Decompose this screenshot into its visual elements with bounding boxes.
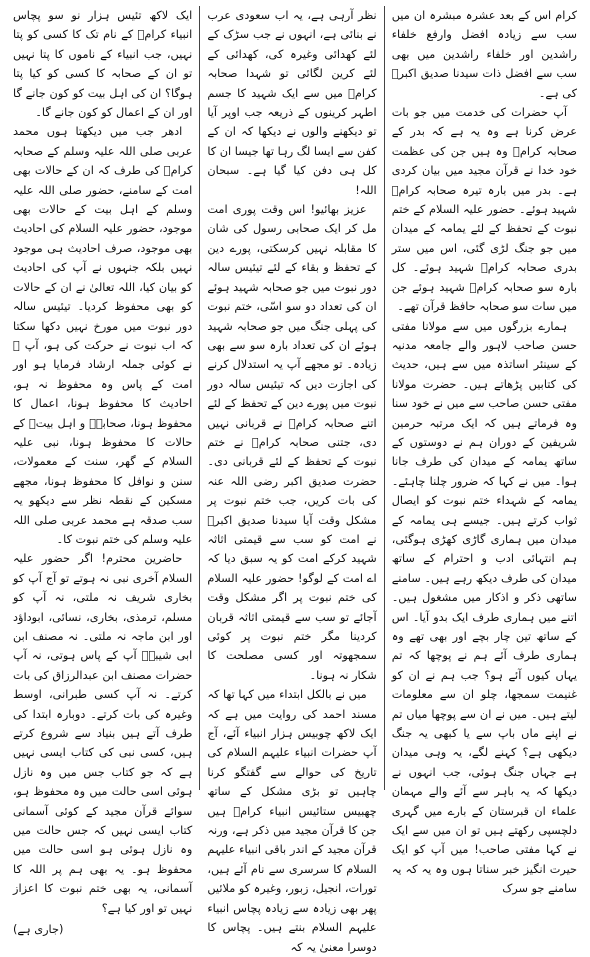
paragraph: ادھر جب میں دیکھتا ہوں محمد عربی صلی اللہ علیہ وسلم کے صحابہ کرامؓ کی طرف کہ ان کے حالات بھی امت کے سامنے، حضور صلی اللہ علیہ وسلم کے اہل بیت کے حالات بھی موجود، حضور علیہ السلام کی احادیث بھی موجود، صرف احادیث ہی موجود نہیں بلکہ جنہوں نے آپ کی احادیث کو بیان کیا، اللہ تعالیٰ نے ان کے حالات کو بھی محفوظ کردیا۔ تیئیس سالہ دور نبوت میں مورخ نہیں دکھا سکتا کہ اب نبوت نے حرکت کی ہو، آپ ﷺ نے کوئی جملہ ارشاد فرمایا ہو اور امت کے پاس وہ محفوظ نہ ہو، احادیث کا محفوظ ہونا، اعمال کا محفوظ ہونا، صحابہؓ و اہل بیتؓ کے حالات کا محفوظ ہونا، نبی علیہ السلام کے گھر، سنت کے معمولات، سنن و نوافل کا محفوظ ہونا، مجھے مسکین کے نقطہ نظر سے دیکھو یہ سب صدقہ ہے محمد عربی صلی اللہ علیہ وسلم کی ختم نبوت کا۔ [13,125,193,546]
paragraph: آپ حضرات کی خدمت میں جو بات عرض کرنا ہے وہ یہ ہے کہ بدر کے صحابہ کرامؓ وہ ہیں جن کی عظمت خود خدا نے قرآن مجید میں بیان کردی ہے۔ بدر میں بارہ تیرہ صحابہ کرامؓ شہید ہوئے۔ حضور علیہ السلام کے ختم نبوت کے تحفظ کے لئے یمامہ کے میدان میں جو جنگ لڑی گئی، اس میں ستر بدری صحابہ کرامؓ شہید ہوئے۔ کل بارہ سو صحابہ کرامؓ شہید ہوئے جن میں سات سو صحابہ حافظ قرآن تھے۔ [391,106,577,314]
paragraph: ہمارے بزرگوں میں سے مولانا مفتی حسن صاحب لاہور والے جامعہ مدنیہ کے سینئر اساتذہ میں سے ہیں، حدیث کی کتابیں پڑھاتے ہیں۔ حضرت مولانا مفتی حسن صاحب سے میں نے خود سنا وہ فرماتے ہیں کہ ایک مرتبہ حرمین شریفین کے دوران ہم نے دوستوں کے ساتھ یمامہ کے میدان کی طرف جانا ہوا۔ میں نے کہا کہ ضرور چلنا چاہئے۔ یمامہ کے شہداء ختم نبوت کو ایصال ثواب کرتے ہیں۔ جیسے ہی یمامہ کے میدان میں ہماری گاڑی کھڑی ہوگئی، ہم انتہائی ادب و احترام کے ساتھ میدان کی طرف دیکھ رہے ہیں۔ سامنے ساتھی ذکر و اذکار میں مشغول ہیں۔ اتنے میں ہماری طرف ایک بدو آیا۔ اس کے ساتھ تین چار بچے اور بھی تھے وہ ہماری طرف آئے ہم نے پوچھا کہ تم یہاں کیوں آئے ہو؟ جب ہم نے ان کو غنیمت سمجھا، چلو ان سے معلومات لیتے ہیں۔ میں نے ان سے پوچھا میاں تم نے اپنے ماں باپ سے یا کبھی یہ جنگ دیکھی ہے؟ کہنے لگے، یہ وہی میدان ہے جہاں جنگ ہوئی، جب انہوں نے دیکھا کہ یہ باہر سے آئے والے مہمان علماء ان قبرستان کے بارے میں گہری دلچسپی رکھتے ہیں تو ان میں سے ایک نے کہا مفتی صاحب! میں آپ کو ایک حیرت انگیز خبر سناتا ہوں وہ یہ کہ یہ سامنے جو سرک [391,319,577,896]
article-column-middle [200,6,383,954]
paragraph: عزیز بھائیو! اس وقت پوری امت مل کر ایک صحابی رسول کی شان کا مقابلہ نہیں کرسکتی، پورے دین کے تحفظ و بقاء کے لئے تیئیس سالہ دور نبوت میں جو صحابہ شہید ہوئے ان کی تعداد دو سو اسّی، ختم نبوت کی پہلی جنگ میں جو صحابہ شہید ہوئے ان کی تعداد بارہ سو سے بھی زیادہ۔ تو مجھے آپ یہ استدلال کرنے کی اجازت دیں کہ تیئیس سالہ دور نبوت میں پورے دین کے تحفظ کے لئے اتنے صحابہ کرامؓ نے قربانی نہیں دی، جتنی صحابہ کرامؓ نے ختم نبوت کے تحفظ کے لئے قربانی دی۔ حضرت صدیق اکبر رضی اللہ عنہ کی بات کریں، جب ختم نبوت پر مشکل وقت آیا سیدنا صدیق اکبرؓ نے امت کو سب سے قیمتی اثاثہ شہید کرکے امت کو یہ سبق دیا کہ اے امت کے لوگو! حضور علیہ السلام کی ختم نبوت پر اگر مشکل وقت آجائے تو سب سے قیمتی اثاثہ قربان کردینا مگر ختم نبوت پر کوئی سمجھوتہ اور کسی مصلحت کا شکار نہ ہونا۔ [207,203,377,682]
paragraph: کرام اس کے بعد عشرہ مبشرہ ان میں سب سے زیادہ افضل وارفع خلفاء راشدین اور خلفاء راشدین میں بھی سب سے افضل ذات سیدنا صدیق اکبرؓ کی ہے۔ [391,9,577,100]
paragraph: میں نے بالکل ابتداء میں کہا تھا کہ مسند احمد کی روایت میں ہے کہ ایک لاکھ چوبیس ہزار انبیاء آئے، آج آپ حضرات انبیاء علیہم السلام کی تاریخ کی حوالے سے گفتگو کرنا چاہیں تو بڑی مشکل کے ساتھ چھبیس ستائیس انبیاء کرامؑ ہیں جن کا قرآن مجید میں ذکر ہے، ورنہ قرآن مجید کے اندر باقی انبیاء علیہم السلام کا سرسری سے نام آئے ہیں، تورات، انجیل، زبور، وغیرہ کو ملائیں پھر بھی زیادہ سے زیادہ پچاس انبیاء علیہم السلام بنتے ہیں۔ پچاس کا دوسرا معنیٰ یہ کہ [207,688,377,954]
article-column-left [6,6,199,937]
article-column-right [385,6,584,896]
continued-label: (جاری ہے) [13,923,64,937]
paragraph: نظر آرہی ہے، یہ اب سعودی عرب نے بنائی ہے، انہوں نے جب سڑک کے لئے کھدائی وغیرہ کی، کھدائی کے لئے کرین لگائی تو شہدا صحابہ کرامؓ میں سے ایک شہید کا جسم اطہر کرینوں کے ذریعہ جب اوپر آیا تو دیکھنے والوں نے دیکھا کہ ان کے کفن سے ایسا لگ رہا تھا جیسا ان کا کل ہی دفن کیا گیا ہے۔ سبحان اللہ! [207,9,377,197]
paragraph: ایک لاکھ تئیس ہزار نو سو پچاس انبیاء کرامؑ کے نام تک کا کسی کو پتا نہیں، جب انبیاء کے ناموں کا پتا نہیں تو ان کے صحابہ کا کسی کو کیا پتا ہوگا؟ ان کی اہل بیت کو کون جانے گا اور ان کے اعمال کو کون جانے گا۔ [13,9,193,120]
paragraph: حاضرین محترم! اگر حضور علیہ السلام آخری نبی نہ ہوتے تو آج آپ کو بخاری شریف نہ ملتی، نہ آپ کو مسلم، ترمذی، بخاری، نسائی، ابوداؤد اور ابن ماجہ نہ ملتی۔ نہ مصنف ابن ابی شیبہؒ آپ کے پاس ہوتی، نہ آپ حضرات مصنف ابن عبدالرزاق کی بات کرتے۔ نہ آپ کسی طبرانی، اوسط وغیرہ کی بات کرتے۔ دوبارہ ابتدا کی طرف آتے ہیں بنیاد سے شروع کرتے ہیں، کسی نبی کی کتاب ایسی نہیں ہے کہ جو کتاب جس میں وہ نازل ہوئی اسی حالت میں وہ محفوظ ہو، سوائے قرآن مجید کے کوئی آسمانی کتاب ایسی نہیں کہ جس حالت میں وہ نازل ہوئی ہو اسی حالت میں محفوظ ہو۔ یہ بھی ہم پر اللہ کا آسمانی، یہ بھی ختم نبوت کا اعزاز نہیں تو اور کیا ہے؟ [13,552,193,915]
